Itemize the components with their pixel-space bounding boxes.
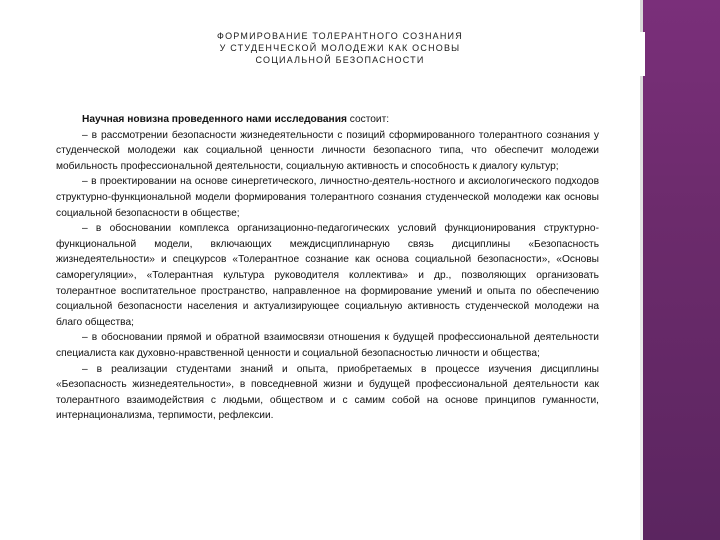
novelty-item: – в проектировании на основе синергетического, личностно-деятель-ностного и аксиологического подходов структурно-функциональной модели формирования толерантного сознания студенческой молодежи как основы социальной безопасности в обществе; <box>56 176 599 219</box>
novelty-item: – в обосновании комплекса организационно-педагогических условий функционирования структурно-функциональной модели, включающих междисциплинарную связь дисциплины «Безопасность жизнедеятельности» и спецкурсов «Толерантное сознание как основа социальной безопасности», «Основы саморегуляции», «Толерантная культура руководителя коллектива» и др., позволяющих организовать толерантное воспитательное пространство, направленное на формирование умений и опыта по обеспечению социальной безопасности населения и актуализирующее социальную активность студенческой молодежи на благо общества; <box>56 223 599 328</box>
side-panel-border <box>640 0 643 540</box>
novelty-item: – в реализации студентами знаний и опыта, приобретаемых в процессе изучения дисциплины «Безопасность жизнедеятельности», в повседневной жизни и будущей профессиональной деятельности как толерантного взаимодействия с людьми, обществом и с самим собой на основе принципов гуманности, интернационализма, терпимости, рефлексии. <box>56 363 599 422</box>
title-line: СОЦИАЛЬНОЙ БЕЗОПАСНОСТИ <box>255 55 425 65</box>
title-line: ФОРМИРОВАНИЕ ТОЛЕРАНТНОГО СОЗНАНИЯ <box>217 31 463 41</box>
slide-title <box>150 30 530 66</box>
decorative-side-panel <box>640 0 720 540</box>
side-panel-notch <box>640 32 645 76</box>
novelty-item: – в обосновании прямой и обратной взаимосвязи отношения к будущей профессиональной деятельности специалиста как духовно-нравственной ценности и социальной безопасностью личности и общества; <box>56 332 599 359</box>
intro-paragraph <box>56 112 599 128</box>
title-line: У СТУДЕНЧЕСКОЙ МОЛОДЕЖИ КАК ОСНОВЫ <box>219 43 461 53</box>
intro-text: состоит: <box>346 114 390 125</box>
slide-body-text <box>56 112 599 424</box>
novelty-item: – в рассмотрении безопасности жизнедеятельности с позиций сформированного толерантного сознания у студенческой молодежи как социальной ценности личности безопасного типа, что обеспечит молодежи мобильность профессиональной деятельности, социальную активность и способность к диалогу культур; <box>56 129 599 172</box>
intro-bold-text: Научная новизна проведенного нами исследования <box>82 114 347 125</box>
